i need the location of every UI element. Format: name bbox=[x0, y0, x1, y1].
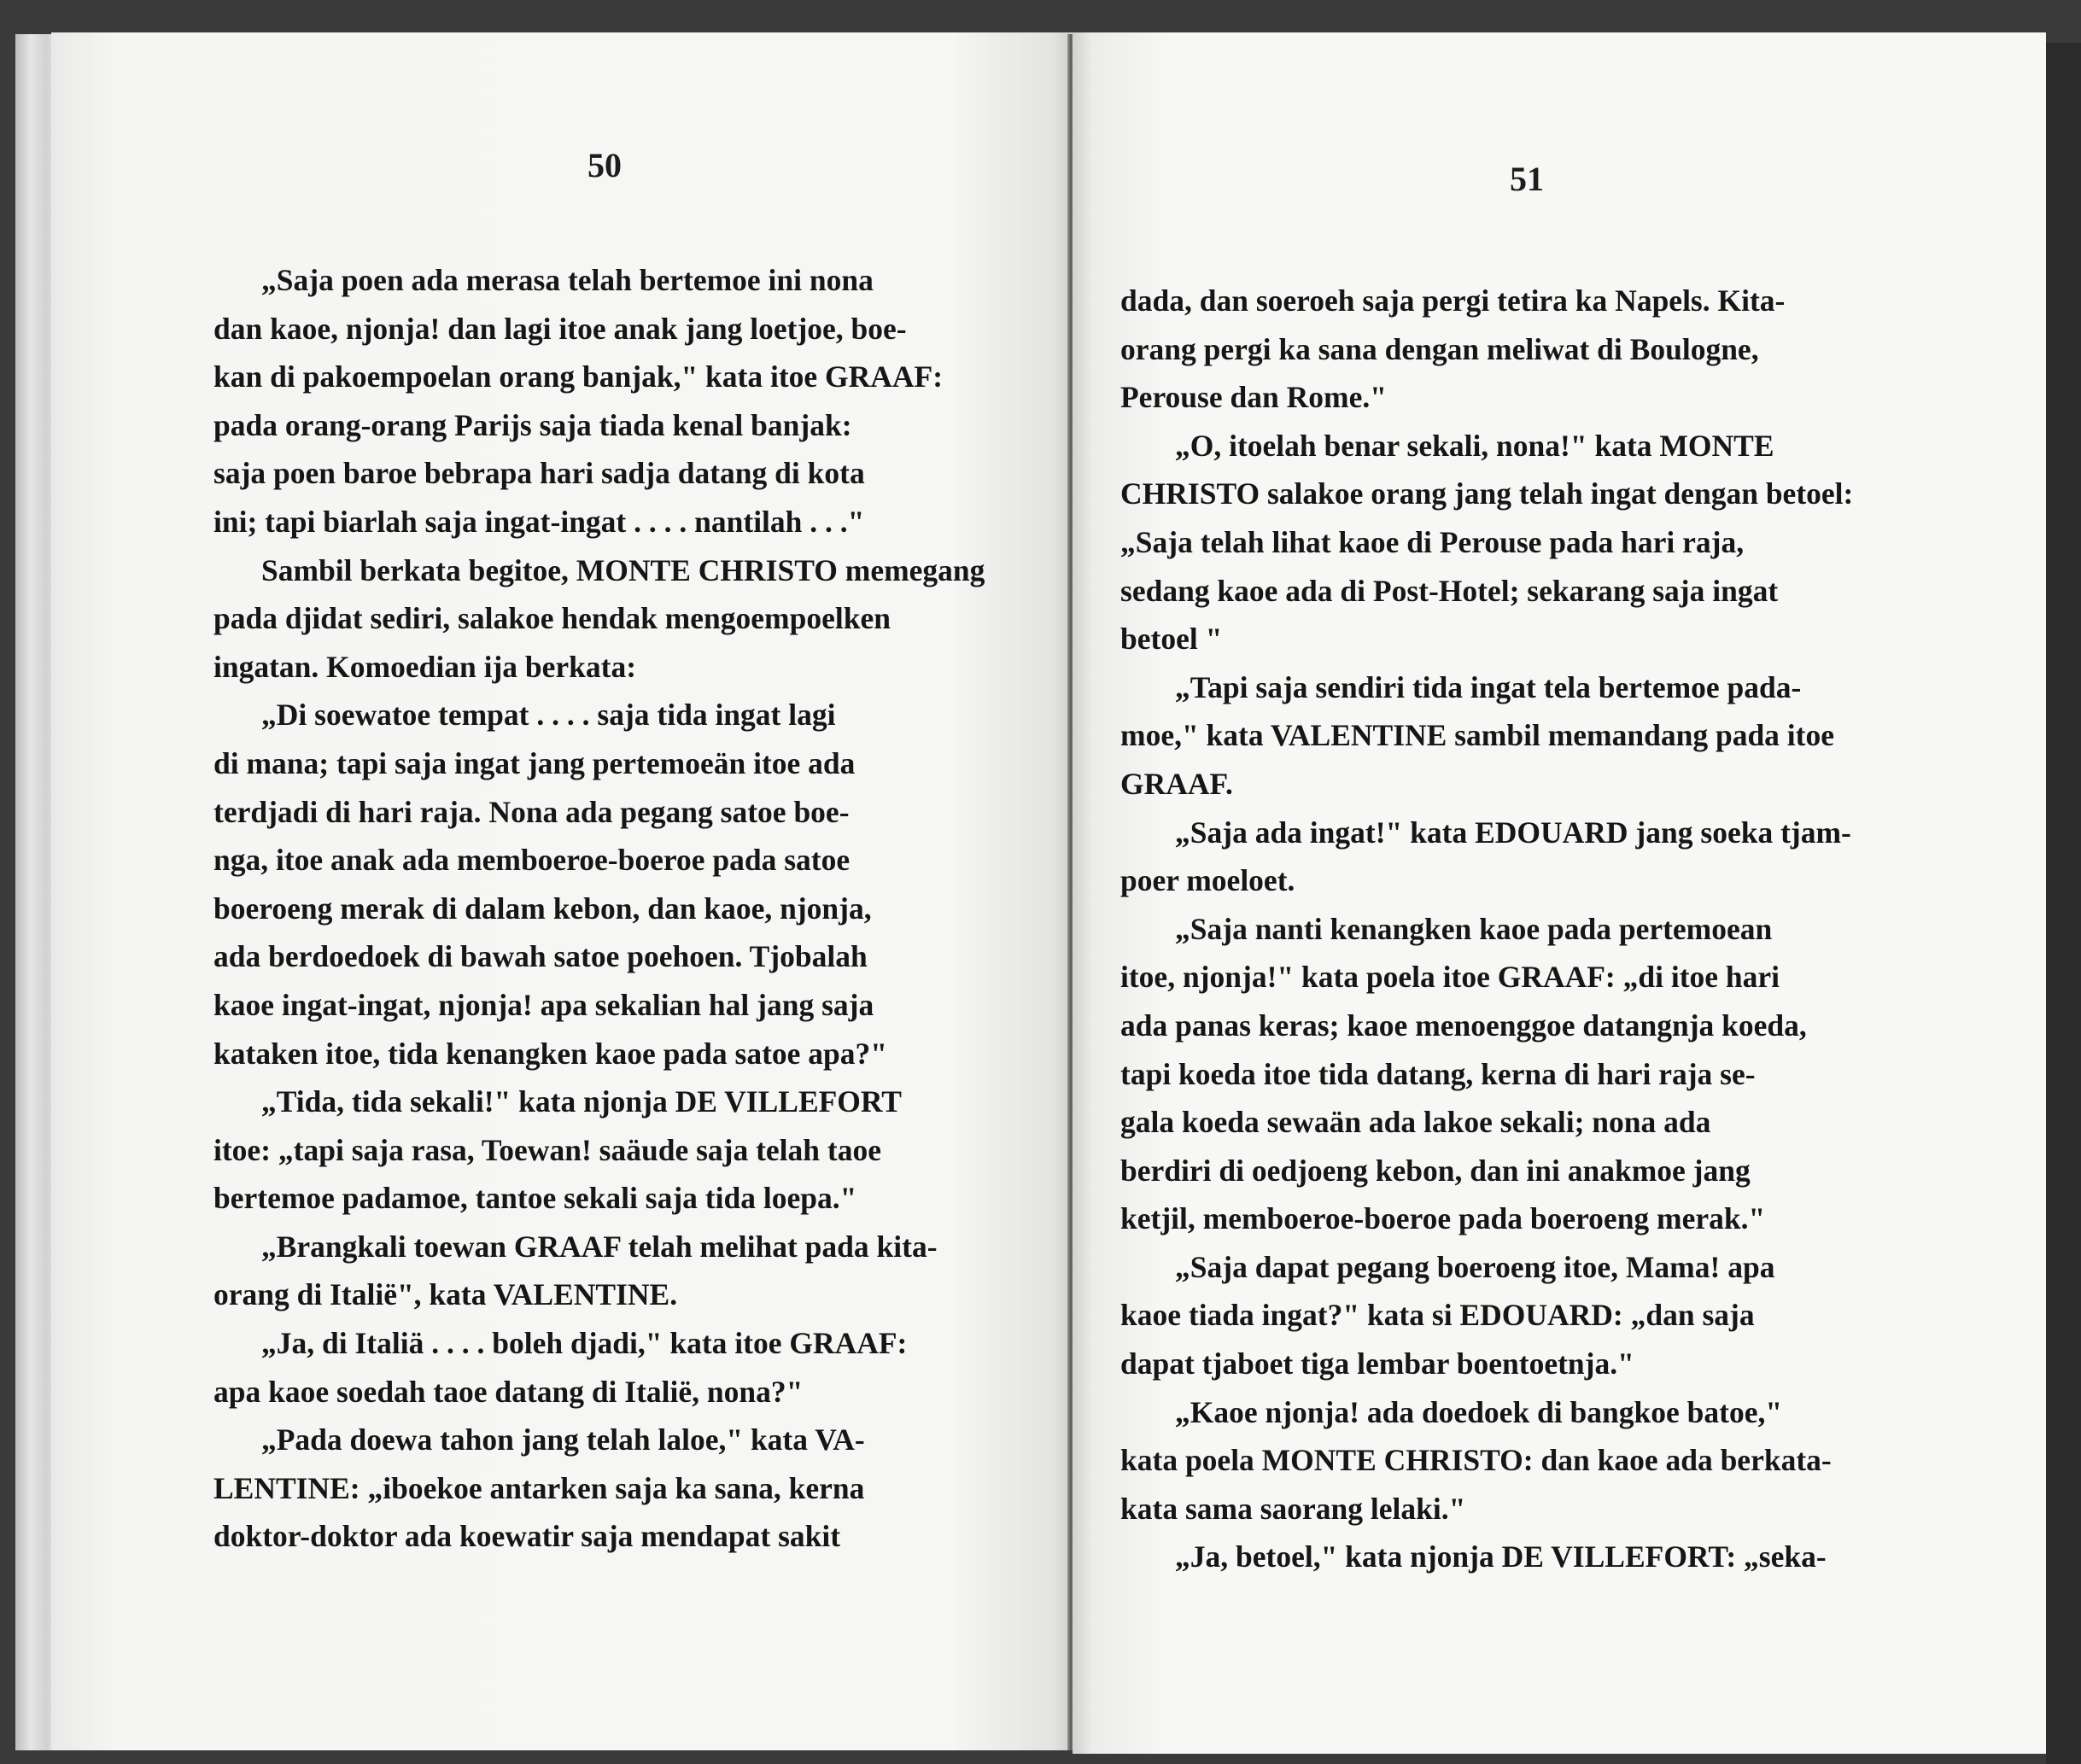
text-line: „Ja, di Italiä . . . . boleh djadi," kata itoe GRAAF: bbox=[261, 1326, 908, 1361]
text-line: ada berdoedoek di bawah satoe poehoen. Tjobalah bbox=[213, 939, 868, 974]
text-line: Perouse dan Rome." bbox=[1120, 380, 1387, 415]
text-line: apa kaoe soedah taoe datang di Italië, nona?" bbox=[213, 1374, 804, 1409]
text-line: berdiri di oedjoeng kebon, dan ini anakmoe jang bbox=[1120, 1153, 1751, 1188]
text-line: „Kaoe njonja! ada doedoek di bangkoe batoe," bbox=[1175, 1394, 1783, 1429]
text-line: orang di Italië", kata VALENTINE. bbox=[213, 1277, 678, 1312]
text-line: kaoe tiada ingat?" kata si EDOUARD: „dan saja bbox=[1120, 1298, 1755, 1333]
text-line: poer moeloet. bbox=[1120, 863, 1295, 898]
text-line: „Saja ada ingat!" kata EDOUARD jang soeka tjam- bbox=[1175, 815, 1851, 850]
text-line: moe," kata VALENTINE sambil memandang pada itoe bbox=[1120, 718, 1835, 753]
text-line: dada, dan soeroeh saja pergi tetira ka Napels. Kita- bbox=[1120, 283, 1786, 318]
text-line: sedang kaoe ada di Post-Hotel; sekarang saja ingat bbox=[1120, 573, 1779, 608]
text-line: „Saja nanti kenangken kaoe pada pertemoean bbox=[1175, 911, 1773, 946]
text-line: gala koeda sewaän ada lakoe sekali; nona ada bbox=[1120, 1105, 1711, 1140]
text-line: nga, itoe anak ada memboeroe-boeroe pada satoe bbox=[213, 843, 851, 878]
text-line: doktor-doktor ada koewatir saja mendapat sakit bbox=[213, 1519, 841, 1554]
text-line: pada djidat sediri, salakoe hendak mengoempoelken bbox=[213, 601, 891, 636]
text-line: GRAAF. bbox=[1120, 766, 1233, 801]
text-line: kan di pakoempoelan orang banjak," kata itoe GRAAF: bbox=[213, 359, 944, 394]
text-line: orang pergi ka sana dengan meliwat di Boulogne, bbox=[1120, 331, 1759, 366]
scan-background-edge bbox=[2046, 43, 2081, 1764]
text-line: saja poen baroe bebrapa hari sadja datang di kota bbox=[213, 456, 865, 491]
right-page bbox=[1073, 32, 2046, 1754]
left-page-number: 50 bbox=[587, 146, 622, 184]
text-line: kata poela MONTE CHRISTO: dan kaoe ada berkata- bbox=[1120, 1443, 1832, 1478]
right-page-number: 51 bbox=[1510, 160, 1544, 198]
text-line: „Tapi saja sendiri tida ingat tela bertemoe pada- bbox=[1175, 669, 1802, 704]
text-line: LENTINE: „iboekoe antarken saja ka sana, kerna bbox=[213, 1470, 865, 1505]
text-line: „Ja, betoel," kata njonja DE VILLEFORT: „seka- bbox=[1175, 1539, 1827, 1574]
text-line: di mana; tapi saja ingat jang pertemoeän itoe ada bbox=[213, 745, 856, 780]
text-line: „Pada doewa tahon jang telah laloe," kata VA- bbox=[261, 1422, 865, 1457]
text-line: kaoe ingat-ingat, njonja! apa sekalian hal jang saja bbox=[213, 987, 874, 1022]
text-line: ingatan. Komoedian ija berkata: bbox=[213, 649, 637, 684]
text-line: CHRISTO salakoe orang jang telah ingat dengan betoel: bbox=[1120, 476, 1854, 511]
text-line: tapi koeda itoe tida datang, kerna di hari raja se- bbox=[1120, 1056, 1756, 1091]
text-line: kata sama saorang lelaki." bbox=[1120, 1491, 1466, 1526]
text-line: „Saja dapat pegang boeroeng itoe, Mama! apa bbox=[1175, 1249, 1775, 1284]
text-line: dapat tjaboet tiga lembar boentoetnja." bbox=[1120, 1346, 1634, 1381]
right-page-text bbox=[1120, 277, 2017, 1581]
left-page bbox=[51, 32, 1073, 1750]
text-line: bertemoe padamoe, tantoe sekali saja tida loepa." bbox=[213, 1181, 857, 1216]
text-line: betoel " bbox=[1120, 622, 1223, 657]
text-line: Sambil berkata begitoe, MONTE CHRISTO memegang bbox=[261, 552, 985, 587]
text-line: „Tida, tida sekali!" kata njonja DE VILLEFORT bbox=[261, 1084, 902, 1119]
text-line: itoe: „tapi saja rasa, Toewan! saäude saja telah taoe bbox=[213, 1132, 881, 1167]
text-line: „O, itoelah benar sekali, nona!" kata MONTE bbox=[1175, 428, 1774, 463]
text-line: ada panas keras; kaoe menoenggoe datangnja koeda, bbox=[1120, 1008, 1807, 1043]
text-line: terdjadi di hari raja. Nona ada pegang satoe boe- bbox=[213, 794, 850, 829]
text-line: „Di soewatoe tempat . . . . saja tida ingat lagi bbox=[261, 698, 836, 733]
text-line: „Saja telah lihat kaoe di Perouse pada hari raja, bbox=[1120, 524, 1745, 559]
text-line: ketjil, memboeroe-boeroe pada boeroeng merak." bbox=[1120, 1201, 1766, 1236]
text-line: dan kaoe, njonja! dan lagi itoe anak jang loetjoe, boe- bbox=[213, 311, 907, 346]
text-line: itoe, njonja!" kata poela itoe GRAAF: „di itoe hari bbox=[1120, 960, 1780, 995]
text-line: pada orang-orang Parijs saja tiada kenal banjak: bbox=[213, 407, 852, 442]
text-line: kataken itoe, tida kenangken kaoe pada satoe apa?" bbox=[213, 1036, 887, 1071]
text-line: „Saja poen ada merasa telah bertemoe ini nona bbox=[261, 263, 874, 297]
text-line: boeroeng merak di dalam kebon, dan kaoe, njonja, bbox=[213, 891, 872, 926]
text-line: ini; tapi biarlah saja ingat-ingat . . . . nantilah . . ." bbox=[213, 504, 865, 539]
text-line: „Brangkali toewan GRAAF telah melihat pada kita- bbox=[261, 1229, 938, 1264]
left-page-text bbox=[213, 256, 1073, 1561]
